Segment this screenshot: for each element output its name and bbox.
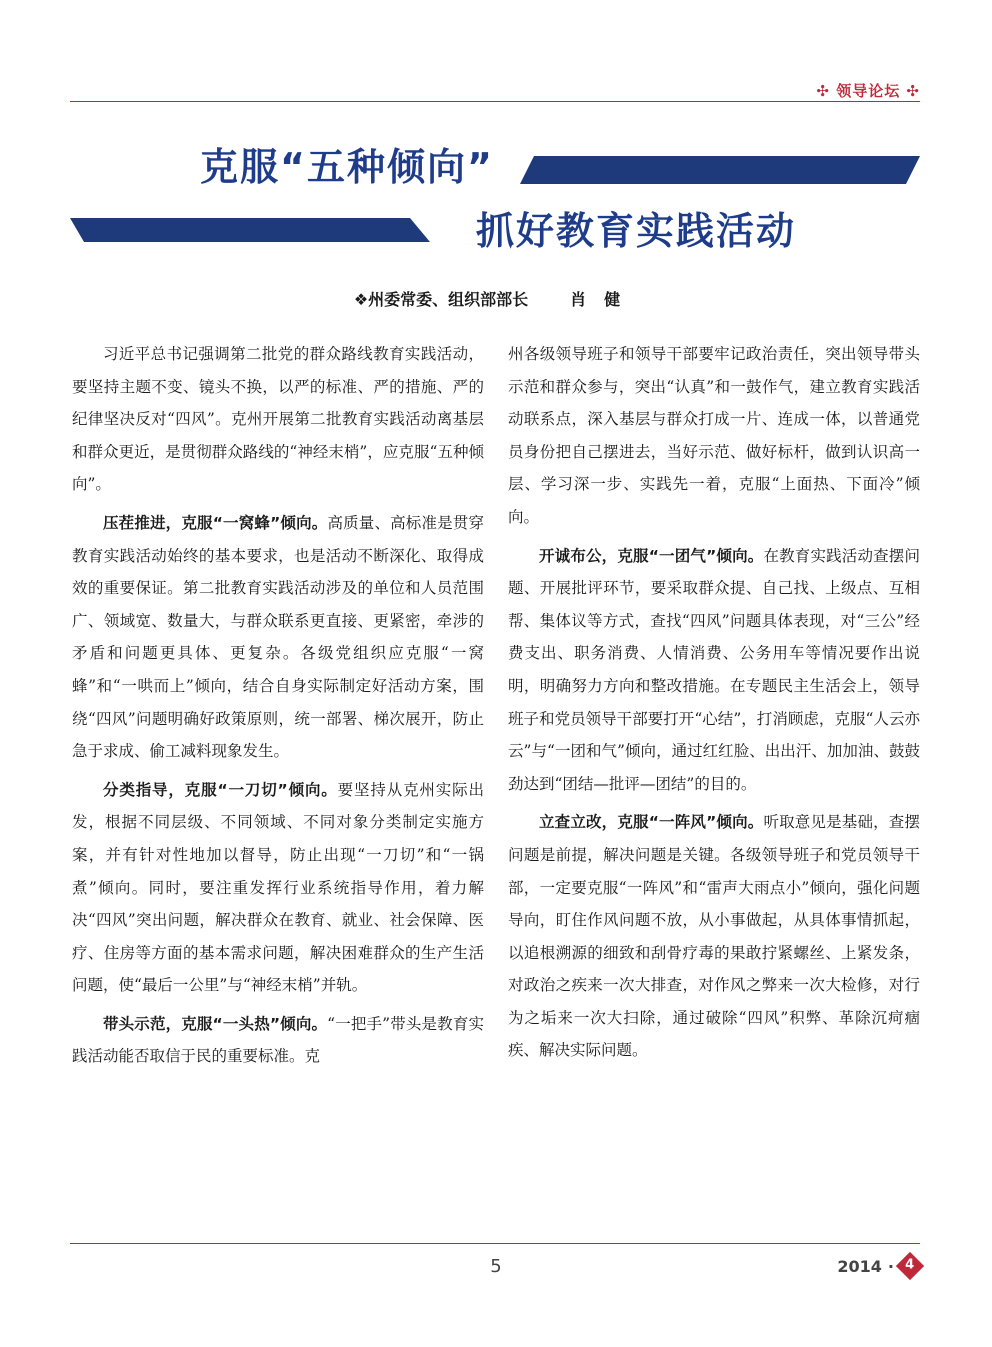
paragraph-lead: 开诚布公，克服“一团气”倾向。 xyxy=(539,546,764,565)
issue-marker xyxy=(837,1256,920,1276)
paragraph: 习近平总书记强调第二批党的群众路线教育实践活动，要坚持主题不变、镜头不换，以严的标准、严的措施、严的纪律坚决反对“四风”。克州开展第二批教育实践活动离基层和群众更近，是贯彻群众路线的“神经末梢”，应克服“五种倾向”。 xyxy=(72,345,484,494)
article-column-right xyxy=(508,338,920,1067)
article-title-line-2: 抓好教育实践活动 xyxy=(476,209,797,253)
page-number: 5 xyxy=(490,1256,502,1277)
paragraph-lead: 压茬推进，克服“一窝蜂”倾向。 xyxy=(103,513,328,532)
article-title-line-1: 克服“五种倾向” xyxy=(200,145,494,189)
paragraph-lead: 带头示范，克服“一头热”倾向。 xyxy=(103,1014,328,1033)
paragraph-continued: 州各级领导班子和领导干部要牢记政治责任，突出领导带头示范和群众参与，突出“认真”和一鼓作气，建立教育实践活动联系点，深入基层与群众打成一片、连成一体，以普通党员身份把自己摆进去，当好示范、做好标杆，做到认识高一层、学习深一步、实践先一着，克服“上面热、下面冷”倾向。 xyxy=(508,345,920,526)
paragraph: 开诚布公，克服“一团气”倾向。在教育实践活动查摆问题、开展批评环节，要采取群众提、自己找、上级点、互相帮、集体议等方式，查找“四风”问题具体表现，对“三公”经费支出、职务消费、人情消费、公务用车等情况要作出说明，明确努力方向和整改措施。在专题民主生活会上，领导班子和党员领导干部要打开“心结”，打消顾虑，克服“人云亦云”与“一团和气”倾向，通过红红脸、出出汗、加加油、鼓鼓劲达到“团结—批评—团结”的目的。 xyxy=(508,546,920,793)
paragraph: 带头示范，克服“一头热”倾向。“一把手”带头是教育实践活动能否取信于民的重要标准。克 xyxy=(72,1014,484,1066)
issue-year: 2014 xyxy=(837,1256,882,1276)
section-tag: ✣ 领导论坛 ✣ xyxy=(816,82,920,100)
paragraph-lead: 分类指导，克服“一刀切”倾向。 xyxy=(103,780,338,799)
paragraph: 立查立改，克服“一阵风”倾向。听取意见是基础，查摆问题是前提，解决问题是关键。各级领导班子和党员领导干部，一定要克服“一阵风”和“雷声大雨点小”倾向，强化问题导向，盯住作风问题不放，从小事做起，从具体事情抓起，以追根溯源的细致和刮骨疗毒的果敢拧紧螺丝、上紧发条，对政治之疾来一次大排查，对作风之弊来一次大检修，对行为之垢来一次大扫除，通过破除“四风”积弊、革除沉疴痼疾、解决实际问题。 xyxy=(508,813,920,1060)
paragraph: 压茬推进，克服“一窝蜂”倾向。高质量、高标准是贯穿教育实践活动始终的基本要求，也是活动不断深化、取得成效的重要保证。第二批教育实践活动涉及的单位和人员范围广、领域宽、数量大，与群众联系更直接、更紧密，牵涉的矛盾和问题更具体、更复杂。各级党组织应克服“一窝蜂”和“一哄而上”倾向，结合自身实际制定好活动方案，围绕“四风”问题明确好政策原则，统一部署、梯次展开，防止急于求成、偷工减料现象发生。 xyxy=(72,513,484,761)
byline-position: ❖州委常委、组织部部长 xyxy=(353,290,529,309)
issue-number-diamond: 4 xyxy=(896,1252,924,1280)
title-bar-right xyxy=(520,156,920,184)
title-bar-left xyxy=(70,218,430,242)
top-divider xyxy=(70,101,920,102)
byline xyxy=(0,287,992,310)
bottom-divider xyxy=(70,1243,920,1244)
paragraph-lead: 立查立改，克服“一阵风”倾向。 xyxy=(539,813,764,832)
byline-name: 肖健 xyxy=(570,290,639,309)
issue-dot: · xyxy=(887,1256,894,1276)
paragraph: 分类指导，克服“一刀切”倾向。要坚持从克州实际出发，根据不同层级、不同领域、不同对象分类制定实施方案，并有针对性地加以督导，防止出现“一刀切”和“一锅煮”倾向。同时，要注重发挥行业系统指导作用，着力解决“四风”突出问题，解决群众在教育、就业、社会保障、医疗、住房等方面的基本需求问题，解决困难群众的生产生活问题，使“最后一公里”与“神经末梢”并轨。 xyxy=(72,780,484,995)
article-column-left xyxy=(72,338,484,1073)
